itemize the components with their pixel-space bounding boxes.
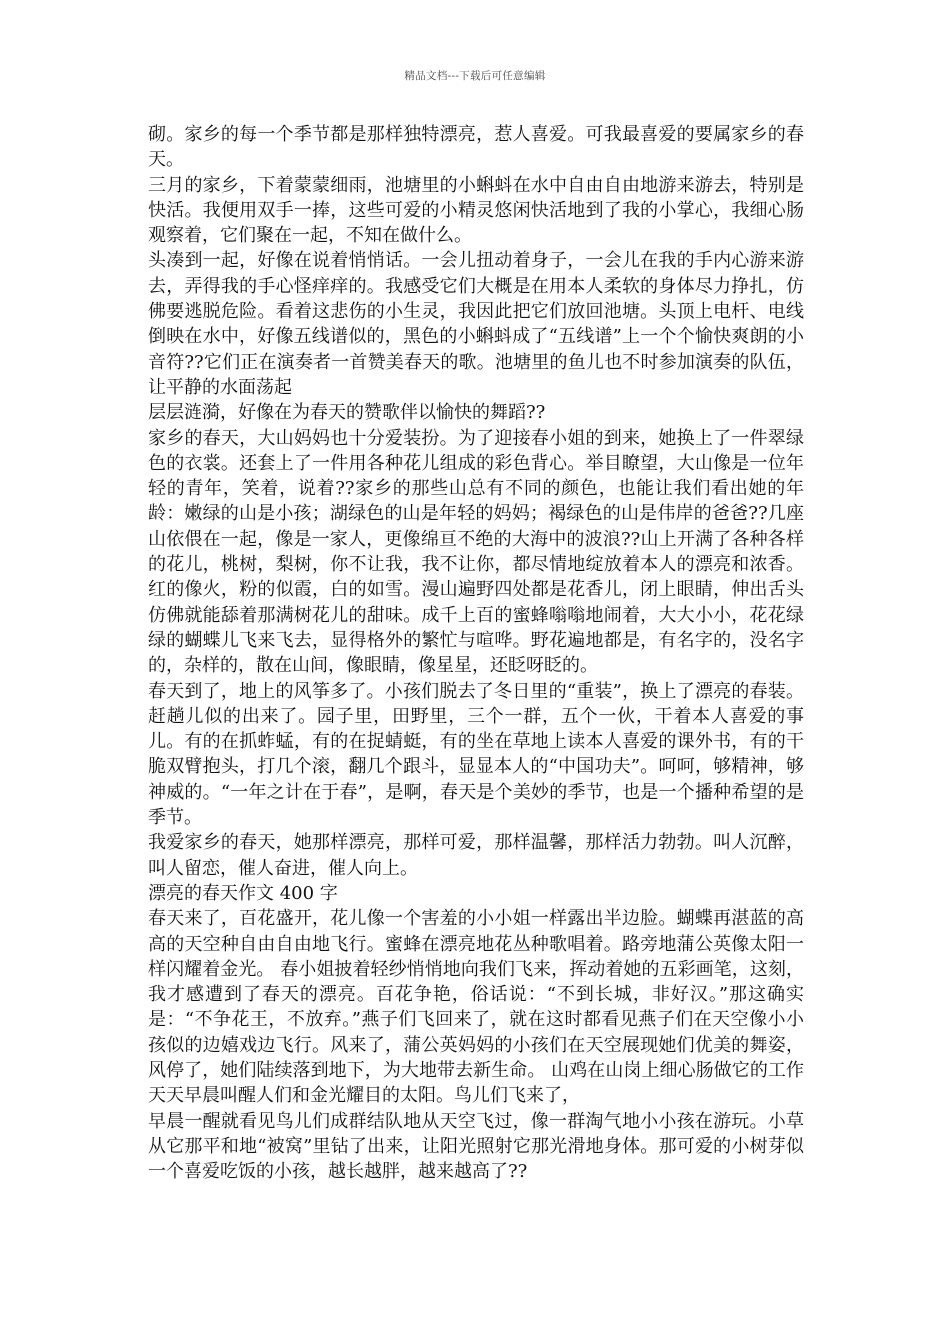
paragraph: 层层涟漪，好像在为春天的赞歌伴以愉快的舞蹈?? [148, 402, 546, 424]
paragraph: 春天到了，地上的风筝多了。小孩们脱去了冬日里的“重装”，换上了漂亮的春装。赶趟儿似的出来了。园子里，田野里，三个一群，五个一伙，干着本人喜爱的事儿。有的在抓蚱蜢，有的在捉蜻蜓，有的坐在草地上读本人喜爱的课外书，有的干脆双臂抱头，打几个滚，翻几个跟斗，显显本人的“中国功夫”。呵呵，够精神，够神威的。“一年之计在于春”，是啊，春天是个美妙的季节，也是一个播种希望的是季节。 [148, 680, 804, 829]
paragraph: 三月的家乡，下着蒙蒙细雨，池塘里的小蝌蚪在水中自由自由地游来游去，特别是快活。我便用双手一捧，这些可爱的小精灵悠闲快活地到了我的小掌心，我细心肠观察着，它们聚在一起，不知在做什么。 [148, 174, 804, 247]
paragraph: 家乡的春天，大山妈妈也十分爱装扮。为了迎接春小姐的到来，她换上了一件翠绿色的衣裳。还套上了一件用各种花儿组成的彩色背心。举目瞭望，大山像是一位年轻的青年，笑着，说着??家乡的那些山总有不同的颜色，也能让我们看出她的年龄：嫩绿的山是小孩；湖绿色的山是年轻的妈妈；褐绿色的山是伟岸的爸爸??几座山依偎在一起，像是一家人，更像绵亘不绝的大海中的波浪??山上开满了各种各样的花儿，桃树，梨树，你不让我，我不让你，都尽情地绽放着本人的漂亮和浓香。红的像火，粉的似霞，白的如雪。漫山遍野四处都是花香儿，闭上眼睛，伸出舌头仿佛就能舔着那满树花儿的甜味。成千上百的蜜蜂嗡嗡地闹着，大大小小，花花绿绿的蝴蝶儿飞来飞去，显得格外的繁忙与喧哗。野花遍地都是，有名字的，没名字的，杂样的，散在山间，像眼睛，像星星，还眨呀眨的。 [148, 427, 804, 677]
page-header: 精品文档---下载后可任意编辑 [404, 70, 546, 82]
document-body [148, 122, 804, 1184]
paragraph: 砌。家乡的每一个季节都是那样独特漂亮，惹人喜爱。可我最喜爱的要属家乡的春天。 [148, 124, 804, 171]
paragraph: 早晨一醒就看见鸟儿们成群结队地从天空飞过，像一群淘气地小小孩在游玩。小草从它那平和地“被窝”里钻了出来，让阳光照射它那光滑地身体。那可爱的小树芽似一个喜爱吃饭的小孩，越长越胖，越来越高了?? [148, 1110, 804, 1183]
paragraph: 春天来了，百花盛开，花儿像一个害羞的小小姐一样露出半边脸。蝴蝶再湛蓝的高高的天空种自由自由地飞行。蜜蜂在漂亮地花丛种歌唱着。路旁地蒲公英像太阳一样闪耀着金光。 春小姐披着轻纱悄悄地向我们飞来，挥动着她的五彩画笔，这刻，我才感遭到了春天的漂亮。百花争艳，俗话说：“不到长城，非好汉。”那这确实是：“不争花王，不放弃。”燕子们飞回来了，就在这时都看见燕子们在天空像小小孩似的边嬉戏边飞行。风来了，蒲公英妈妈的小孩们在天空展现她们优美的舞姿，风停了，她们陆续落到地下，为大地带去新生命。 山鸡在山岗上细心肠做它的工作 天天早晨叫醒人们和金光耀目的太阳。鸟儿们飞来了， [148, 908, 804, 1107]
paragraph: 我爱家乡的春天，她那样漂亮，那样可爱，那样温馨，那样活力勃勃。叫人沉醉，叫人留恋，催人奋进，催人向上。 [148, 832, 804, 879]
essay-title: 漂亮的春天作文 400 字 [148, 882, 338, 904]
paragraph: 头凑到一起，好像在说着悄悄话。一会儿扭动着身子，一会儿在我的手内心游来游去，弄得我的手心怪痒痒的。我感受它们大概是在用本人柔软的身体尽力挣扎，仿佛要逃脱危险。看着这悲伤的小生灵，我因此把它们放回池塘。头顶上电杆、电线倒映在水中，好像五线谱似的，黑色的小蝌蚪成了“五线谱”上一个个愉快爽朗的小音符??它们正在演奏者一首赞美春天的歌。池塘里的鱼儿也不时参加演奏的队伍，让平静的水面荡起 [148, 250, 804, 398]
